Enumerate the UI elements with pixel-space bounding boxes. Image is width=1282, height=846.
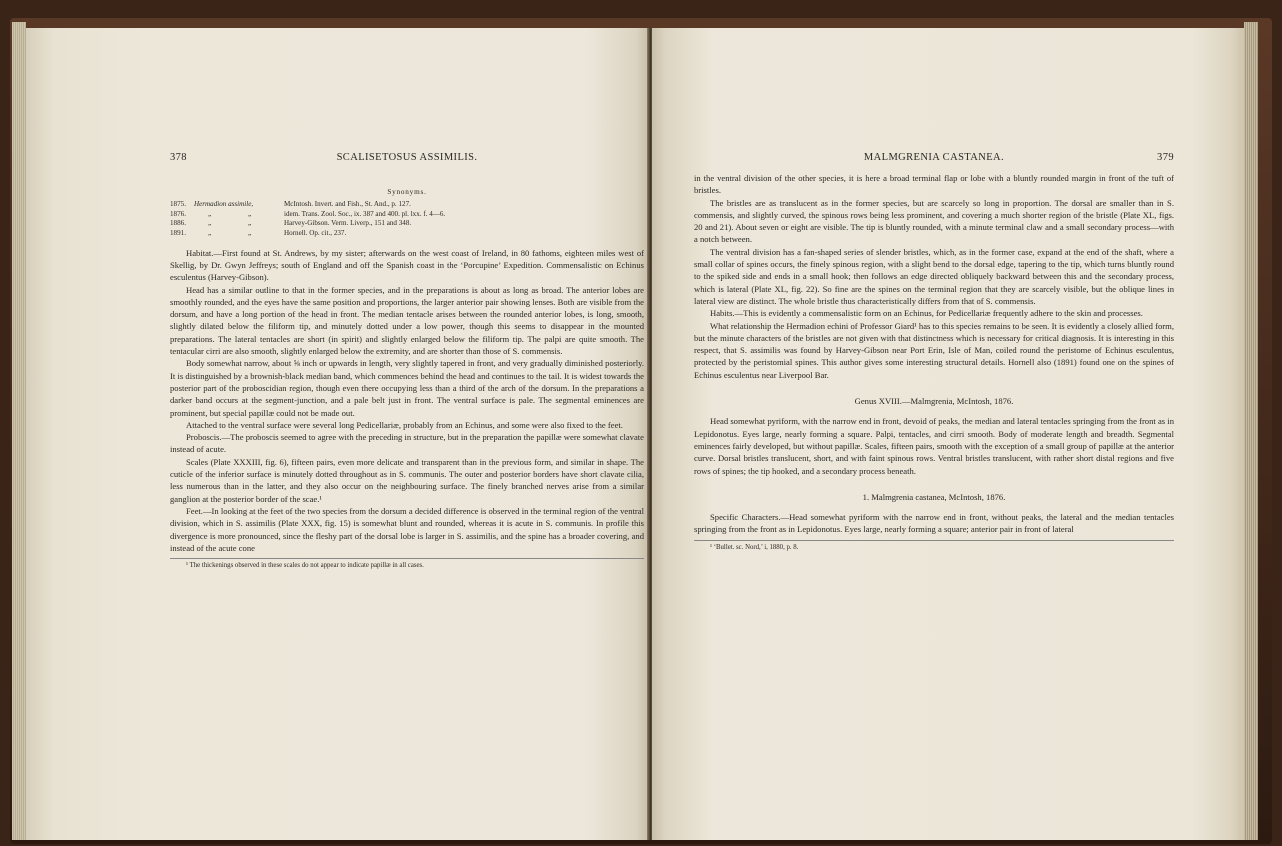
text-column <box>694 172 1174 552</box>
synonym-name: „ <box>208 219 212 228</box>
synonym-name: „ <box>208 229 212 238</box>
paragraph-genus-description: Head somewhat pyriform, with the narrow end in front, devoid of peaks, the median and lateral tentacles springing from the front as in Lepidonotus. Eyes large, nearly forming a square. Palpi, tentacles, and cirri smooth. Body of moderate length and breadth. Segmental eminences fairly developed, but without papillæ. Scales, fifteen pairs, smooth with the exception of a small group of papillæ at the anterior curve. Dorsal bristles translucent, short, and with faint spinous rows. Ventral bristles translucent, with rather short distal regions and five rows of spines; the tip hooked, and a secondary process beneath. <box>694 416 1174 476</box>
synonym-year: 1875. <box>170 200 186 209</box>
synonyms-list <box>170 200 644 238</box>
paragraph-habitat: Habitat.—First found at St. Andrews, by my sister; afterwards on the west coast of Ireland, in 80 fathoms, eighteen miles west of Skellig, by Dr. Gwyn Jeffreys; south of England and off the Spanish coast in the ‘Porcupine’ Expedition. Commensalistic on Echinus esculentus (Harvey-Gibson). <box>170 247 644 283</box>
footnote: ¹ ‘Bullet. sc. Nord,’ i, 1880, p. 8. <box>694 540 1174 552</box>
synonym-year: 1886. <box>170 219 186 228</box>
synonym-year: 1891. <box>170 229 186 238</box>
page-number: 378 <box>170 152 187 163</box>
synonym-ditto: „ <box>248 219 252 228</box>
synonym-row <box>170 219 644 229</box>
synonyms-title: Synonyms. <box>387 188 427 196</box>
running-head <box>652 152 1244 166</box>
synonym-year: 1876. <box>170 209 186 218</box>
footnote: ¹ The thickenings observed in these scales do not appear to indicate papillæ in all cases. <box>170 558 644 570</box>
paragraph-scales: Scales (Plate XXXIII, fig. 6), fifteen pairs, even more delicate and transparent than in the previous form, and similar in shape. The cuticle of the inferior surface is minutely dotted throughout as in S. communis. The outer and posterior borders have short clavate cilia, less numerous than in the latter, and they also occur on the neighbouring surface. The finely branched nerves arise from a similar ganglion at the posterior border of the scae.¹ <box>170 456 644 504</box>
paragraph-proboscis: Proboscis.—The proboscis seemed to agree with the preceding in structure, but in the preparation the papillæ were somewhat clavate instead of acute. <box>170 432 644 455</box>
page-edges-left <box>12 22 26 840</box>
paragraph-feet: Feet.—In looking at the feet of the two species from the dorsum a decided difference is observed in the terminal region of the ventral division, which in S. assimilis (Plate XXX, fig. 15) is somewhat blunt and rounded, whereas it is acute in S. communis. In profile this divergence is more pronounced, since the fleshy part of the dorsal lobe is larger in S. assimilis, and the spine has a broader covering, and instead of the acute cone <box>170 505 644 553</box>
synonym-ditto: „ <box>248 209 252 218</box>
text-column <box>170 156 644 570</box>
paragraph-continuation: in the ventral division of the other species, it is here a broad terminal flap or lobe with a bluntly rounded margin in front of the tuft of bristles. <box>694 173 1174 196</box>
page-number: 379 <box>1157 152 1174 163</box>
paragraph-head: Head has a similar outline to that in the former species, and in the preparations is about as long as broad. The anterior lobes are smoothly rounded, and the eyes have the same position and proportions, the larger anterior pair showing lenses. Both are visible from the dorsum, and have a long portion of the head in front. The median tentacle arises between the rounded anterior lobes, is long, smooth, slightly dilated below the filiform tip, and minutely dotted under a low power, though this seems to disappear in the mounted preparations. The lateral tentacles are short (in spirit) and slightly enlarged below the filiform tip. The palpi are quite smooth. The tentacular cirri are also smooth, slightly enlarged below the extremity, and are shorter than those of S. commensis. <box>170 284 644 357</box>
synonym-row <box>170 229 644 239</box>
synonym-row <box>170 210 644 220</box>
synonym-name: Hermadion assimile, <box>194 200 254 209</box>
right-page <box>652 28 1244 840</box>
paragraph-body: Body somewhat narrow, about ⅝ inch or upwards in length, very slightly tapered in front, and very gradually diminished posteriorly. It is distinguished by a brownish-black median band, which commences behind the head and continues to the tail. It is widest towards the posterior part of the proboscidian region, though even there occupying less than a third of the arch of the dorsum. In the preparations a darker band occurs at the segment-junction, and a pale belt just in front. The ventral surface is pale. The segmental eminences are prominent, but special papillæ could not be made out. <box>170 358 644 418</box>
species-heading: 1. Malmgrenia castanea, McIntosh, 1876. <box>862 491 1006 502</box>
left-page <box>26 28 648 840</box>
page-edges-right <box>1244 22 1258 840</box>
running-title: SCALISETOSUS ASSIMILIS. <box>336 152 478 163</box>
synonym-reference: McIntosh. Invert. and Fish., St. And., p. 127. <box>284 200 411 209</box>
synonym-name: „ <box>208 209 212 218</box>
paragraph-pedicellariae: Attached to the ventral surface were several long Pedicellariæ, probably from an Echinus, and some were also fixed to the feet. <box>186 419 623 430</box>
genus-heading: Genus XVIII.—Malmgrenia, McIntosh, 1876. <box>854 396 1014 407</box>
paragraph-bristles: The bristles are as translucent as in the former species, but are scarcely so long in proportion. The dorsal are smaller than in S. commensis, and slightly curved, the spinous rows being less prominent, and covering a much shorter region of the bristle (Plate XL, figs. 20 and 21). About seven or eight are visible. The tip is bluntly rounded, with a minute terminal claw and a small secondary process—with a notch between. <box>694 197 1174 245</box>
paragraph-specific-characters: Specific Characters.—Head somewhat pyriform with the narrow end in front, without peaks, the lateral and the median tentacles springing from the front as in Lepidonotus. Eyes large, nearly forming a square; anterior pair in front of lateral <box>694 512 1174 535</box>
paragraph-ventral-division: The ventral division has a fan-shaped series of slender bristles, which, as in the former case, expand at the end of the shaft, where a small collar of spines occurs, the finely spinous region, with a slight bend to the dorsal edge, tapering to the tip, which turns bluntly round to the spiked side and ends in a small hook; then follows an edge directed obliquely backward between this and the secondary process, which is lateral (Plate XL, fig. 22). So fine are the spines on the terminal region that they are scarcely visible, but the oblique lines in lateral view are distinct. The whole bristle thus characteristically differs from that of S. commensis. <box>694 246 1174 306</box>
paragraph-relationship: What relationship the Hermadion echini of Professor Giard¹ has to this species remains to be seen. It is evidently a closely allied form, but the minute characters of the bristles are not given with that distinctness which is necessary for critical diagnosis. It is interesting in this respect, that S. assimilis was found by Harvey-Gibson near Port Erin, Isle of Man, coiled round the peristome of Echinus esculentus, protected by the peristomial spines. This author gives some interesting structural details. Hornell also (1891) found one on the spines of Echinus esculentus near Liverpool Bar. <box>694 320 1174 380</box>
synonym-row <box>170 200 644 210</box>
synonym-reference: idem. Trans. Zool. Soc., ix. 387 and 400. pl. lxx. f. 4—6. <box>284 209 446 218</box>
running-title: MALMGRENIA CASTANEA. <box>863 152 1005 163</box>
synonym-reference: Hornell. Op. cit., 237. <box>284 229 347 238</box>
paragraph-habits: Habits.—This is evidently a commensalistic form on an Echinus, for Pedicellariæ frequently adhere to the skin and processes. <box>710 308 1143 319</box>
synonym-ditto: „ <box>248 229 252 238</box>
synonym-reference: Harvey-Gibson. Verm. Liverp., 151 and 348. <box>284 219 412 228</box>
